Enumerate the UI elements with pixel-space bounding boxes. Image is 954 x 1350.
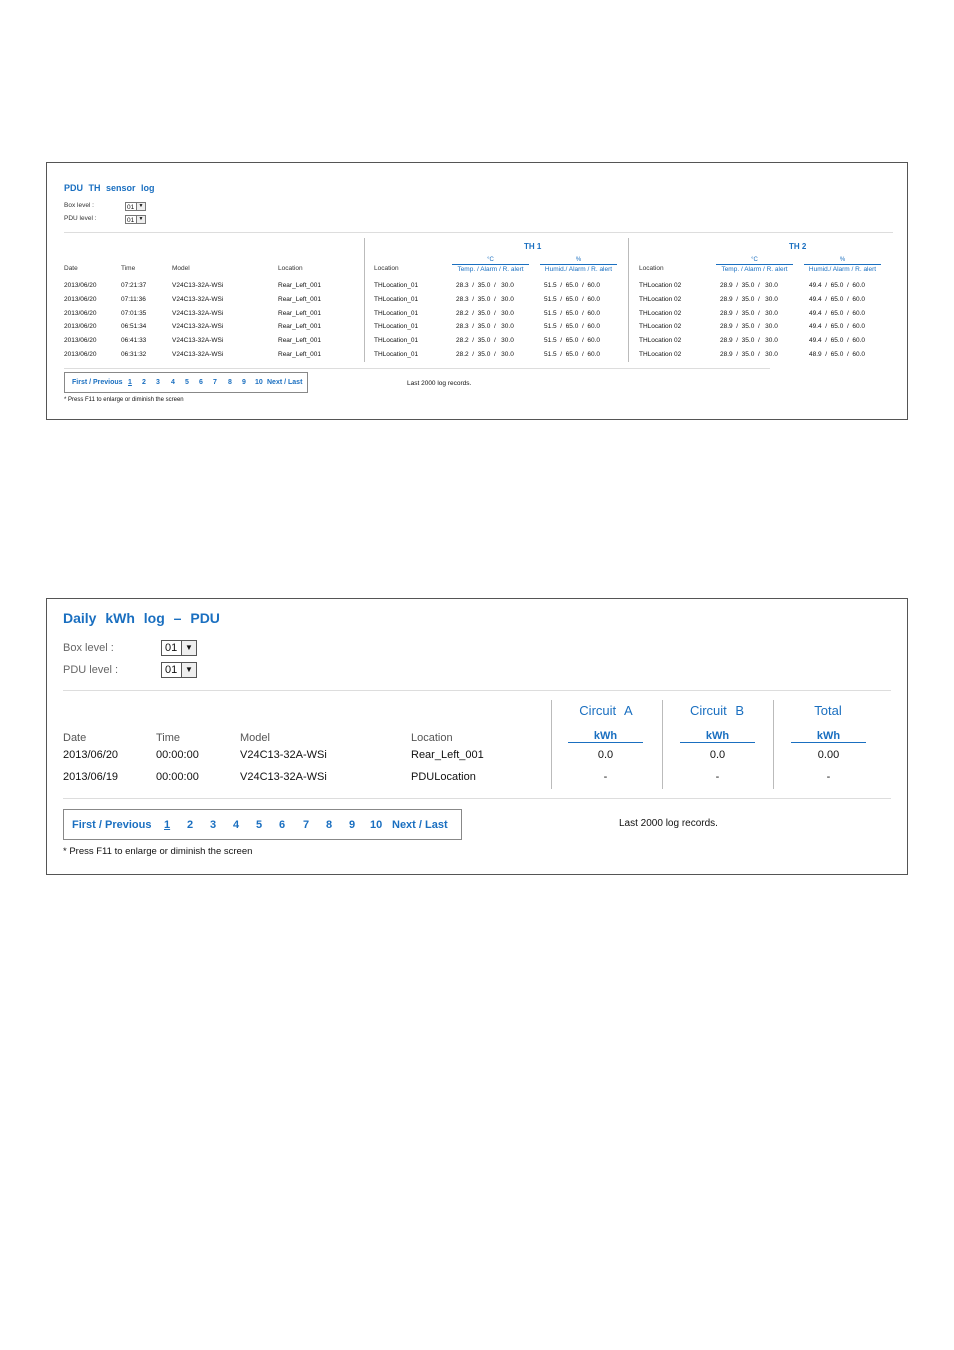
cell-th2-humid: 48.9 / 65.0 / 60.0	[809, 351, 866, 358]
cell-time: 06:51:34	[121, 323, 147, 330]
next-last-link[interactable]: Next / Last	[392, 819, 448, 831]
cell-th1-humid: 51.5 / 65.0 / 60.0	[544, 337, 601, 344]
page-link-4[interactable]: 4	[171, 379, 175, 386]
group-header-th2: TH 2	[789, 242, 807, 251]
cell-th2-temp: 28.9 / 35.0 / 30.0	[720, 337, 778, 344]
cell-th1-temp: 28.2 / 35.0 / 30.0	[456, 310, 514, 317]
page-link-2[interactable]: 2	[187, 819, 194, 831]
page-link-3[interactable]: 3	[210, 819, 217, 831]
pdu-level-value: 01	[127, 217, 135, 224]
cell-location: Rear_Left_001	[278, 323, 322, 330]
cell-model: V24C13-32A-WSi	[172, 351, 224, 358]
cell-th2-location: THLocation 02	[639, 337, 682, 344]
page-link-6[interactable]: 6	[279, 819, 286, 831]
cell-th2-humid: 49.4 / 65.0 / 60.0	[809, 323, 866, 330]
box-level-select[interactable]	[161, 640, 197, 656]
cell-th2-location: THLocation 02	[639, 296, 682, 303]
page-link-7[interactable]: 7	[303, 819, 310, 831]
divider	[63, 798, 891, 799]
cell-circuit-b: -	[715, 771, 720, 783]
pdu-level-label: PDU level :	[64, 215, 97, 222]
cell-location: Rear_Left_001	[411, 749, 484, 761]
cell-time: 00:00:00	[156, 771, 199, 783]
group-header-circuit-a: Circuit A	[579, 703, 633, 718]
cell-time: 07:11:36	[121, 296, 146, 303]
cell-location: Rear_Left_001	[278, 310, 322, 317]
next-last-link[interactable]: Next / Last	[267, 379, 303, 386]
box-level-select[interactable]	[125, 202, 146, 211]
cell-th2-humid: 49.4 / 65.0 / 60.0	[809, 282, 866, 289]
cell-time: 06:41:33	[121, 337, 147, 344]
cell-th2-location: THLocation 02	[639, 310, 682, 317]
cell-total: 0.00	[817, 749, 840, 761]
cell-model: V24C13-32A-WSi	[172, 282, 224, 289]
cell-date: 2013/06/20	[64, 323, 97, 330]
box-level-value: 01	[165, 642, 178, 654]
column-header-th2-location: Location	[639, 265, 664, 272]
cell-th2-temp: 28.9 / 35.0 / 30.0	[720, 351, 778, 358]
divider	[64, 232, 893, 233]
chevron-down-icon: ▼	[136, 203, 145, 210]
cell-th2-location: THLocation 02	[639, 351, 682, 358]
table-row	[47, 323, 907, 336]
page-link-6[interactable]: 6	[199, 379, 203, 386]
cell-th1-temp: 28.2 / 35.0 / 30.0	[456, 351, 514, 358]
cell-th2-location: THLocation 02	[639, 323, 682, 330]
chevron-down-icon: ▼	[136, 216, 145, 223]
page-link-9[interactable]: 9	[242, 379, 246, 386]
cell-th2-temp: 28.9 / 35.0 / 30.0	[720, 296, 778, 303]
chevron-down-icon: ▼	[181, 663, 196, 677]
cell-th1-humid: 51.5 / 65.0 / 60.0	[544, 296, 601, 303]
column-header-date: Date	[63, 732, 87, 744]
pagination	[63, 809, 462, 840]
f11-note: * Press F11 to enlarge or diminish the screen	[64, 397, 184, 403]
column-header-th1-location: Location	[374, 265, 399, 272]
cell-th2-temp: 28.9 / 35.0 / 30.0	[720, 282, 778, 289]
cell-th1-location: THLocation_01	[374, 337, 419, 344]
table-row	[47, 771, 907, 791]
table-row	[47, 310, 907, 323]
daily-kwh-log-panel	[46, 598, 908, 875]
page-link-5[interactable]: 5	[185, 379, 189, 386]
cell-date: 2013/06/20	[64, 310, 97, 317]
th-log-title: PDU TH sensor log	[64, 183, 155, 193]
records-info: Last 2000 log records.	[407, 380, 472, 387]
cell-model: V24C13-32A-WSi	[240, 749, 327, 761]
cell-date: 2013/06/20	[64, 351, 97, 358]
column-header-location: Location	[278, 265, 303, 272]
cell-location: Rear_Left_001	[278, 296, 322, 303]
total-unit: kWh	[791, 730, 866, 743]
cell-th1-humid: 51.5 / 65.0 / 60.0	[544, 323, 601, 330]
page-link-8[interactable]: 8	[326, 819, 333, 831]
table-row	[47, 749, 907, 769]
cell-total: -	[826, 771, 831, 783]
cell-th2-humid: 49.4 / 65.0 / 60.0	[809, 310, 866, 317]
group-header-th1: TH 1	[524, 242, 542, 251]
th-sensor-log-panel	[46, 162, 908, 420]
cell-location: Rear_Left_001	[278, 337, 322, 344]
column-header-model: Model	[172, 265, 190, 272]
cell-th2-location: THLocation 02	[639, 282, 682, 289]
cell-date: 2013/06/20	[64, 337, 97, 344]
cell-circuit-b: 0.0	[709, 749, 726, 761]
kwh-log-title: Daily kWh log – PDU	[63, 610, 220, 626]
cell-th1-temp: 28.3 / 35.0 / 30.0	[456, 282, 514, 289]
table-row	[47, 296, 907, 309]
page-link-9[interactable]: 9	[349, 819, 356, 831]
cell-th1-location: THLocation_01	[374, 323, 419, 330]
cell-th1-humid: 51.5 / 65.0 / 60.0	[544, 351, 601, 358]
column-header-time: Time	[121, 265, 136, 272]
cell-date: 2013/06/20	[64, 296, 97, 303]
column-header-model: Model	[240, 732, 270, 744]
cell-location: Rear_Left_001	[278, 351, 322, 358]
th1-temp-subheader: Temp. / Alarm / R. alert	[452, 264, 529, 273]
cell-th1-location: THLocation_01	[374, 282, 419, 289]
circuit-a-unit: kWh	[568, 730, 643, 743]
box-level-label: Box level :	[64, 202, 94, 209]
cell-model: V24C13-32A-WSi	[172, 310, 224, 317]
cell-location: PDULocation	[411, 771, 476, 783]
cell-th1-humid: 51.5 / 65.0 / 60.0	[544, 282, 601, 289]
pagination	[64, 372, 308, 393]
cell-th1-temp: 28.3 / 35.0 / 30.0	[456, 323, 514, 330]
cell-th2-temp: 28.9 / 35.0 / 30.0	[720, 323, 778, 330]
first-previous-link[interactable]: First / Previous	[72, 819, 152, 831]
cell-th1-location: THLocation_01	[374, 296, 419, 303]
th1-humid-subheader: Humid./ Alarm / R. alert	[540, 264, 617, 273]
cell-th1-location: THLocation_01	[374, 310, 419, 317]
pdu-level-select[interactable]	[161, 662, 197, 678]
page-link-10[interactable]: 10	[255, 379, 263, 386]
th2-temp-subheader: Temp. / Alarm / R. alert	[716, 264, 793, 273]
cell-time: 07:01:35	[121, 310, 147, 317]
cell-time: 00:00:00	[156, 749, 199, 761]
cell-model: V24C13-32A-WSi	[240, 771, 327, 783]
first-previous-link[interactable]: First / Previous	[72, 379, 123, 386]
page-link-2[interactable]: 2	[142, 379, 146, 386]
page-link-8[interactable]: 8	[228, 379, 232, 386]
cell-circuit-a: 0.0	[597, 749, 614, 761]
cell-th2-humid: 49.4 / 65.0 / 60.0	[809, 296, 866, 303]
cell-th1-location: THLocation_01	[374, 351, 419, 358]
column-header-location: Location	[411, 732, 453, 744]
pdu-level-label: PDU level :	[63, 664, 119, 676]
page-link-7[interactable]: 7	[213, 379, 217, 386]
page-link-3[interactable]: 3	[156, 379, 160, 386]
records-info: Last 2000 log records.	[619, 818, 718, 829]
cell-model: V24C13-32A-WSi	[172, 323, 224, 330]
column-header-time: Time	[156, 732, 181, 744]
cell-date: 2013/06/20	[64, 282, 97, 289]
box-level-label: Box level :	[63, 642, 114, 654]
th2-humid-subheader: Humid./ Alarm / R. alert	[804, 264, 881, 273]
table-row	[47, 337, 907, 350]
cell-model: V24C13-32A-WSi	[172, 337, 224, 344]
divider	[64, 368, 770, 369]
cell-location: Rear_Left_001	[278, 282, 322, 289]
page-link-5[interactable]: 5	[256, 819, 263, 831]
cell-th2-temp: 28.9 / 35.0 / 30.0	[720, 310, 778, 317]
cell-th1-humid: 51.5 / 65.0 / 60.0	[544, 310, 601, 317]
divider	[63, 690, 891, 691]
circuit-b-unit: kWh	[680, 730, 755, 743]
th2-humid-unit: %	[839, 257, 846, 263]
cell-circuit-a: -	[603, 771, 608, 783]
th1-humid-unit: %	[575, 257, 582, 263]
page-link-1[interactable]: 1	[128, 379, 132, 386]
box-level-value: 01	[127, 204, 135, 211]
cell-th1-temp: 28.3 / 35.0 / 30.0	[456, 296, 514, 303]
th1-temp-unit: °C	[487, 257, 494, 263]
cell-date: 2013/06/19	[63, 771, 119, 783]
pdu-level-select[interactable]	[125, 215, 146, 224]
th2-temp-unit: °C	[751, 257, 758, 263]
chevron-down-icon: ▼	[181, 641, 196, 655]
cell-model: V24C13-32A-WSi	[172, 296, 224, 303]
group-header-circuit-b: Circuit B	[689, 703, 745, 718]
cell-time: 07:21:37	[121, 282, 147, 289]
cell-date: 2013/06/20	[63, 749, 119, 761]
cell-th1-temp: 28.2 / 35.0 / 30.0	[456, 337, 514, 344]
f11-note: * Press F11 to enlarge or diminish the screen	[63, 846, 253, 857]
page-link-1[interactable]: 1	[164, 819, 171, 831]
pdu-level-value: 01	[165, 664, 178, 676]
table-row	[47, 282, 907, 295]
cell-th2-humid: 49.4 / 65.0 / 60.0	[809, 337, 866, 344]
page-link-10[interactable]: 10	[370, 819, 383, 831]
page-link-4[interactable]: 4	[233, 819, 240, 831]
column-header-date: Date	[64, 265, 78, 272]
group-header-total: Total	[814, 703, 842, 718]
table-row	[47, 351, 907, 364]
cell-time: 06:31:32	[121, 351, 147, 358]
